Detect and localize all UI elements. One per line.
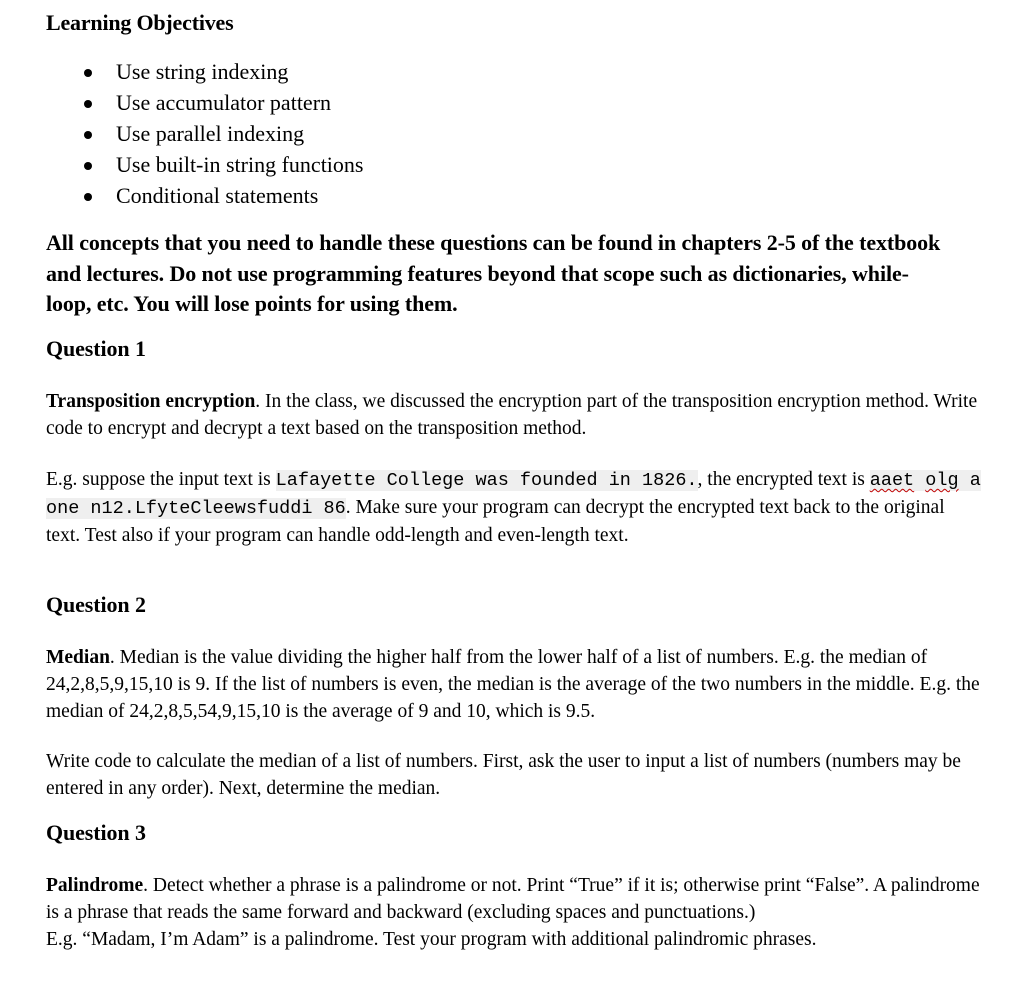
- question-2-term: Median: [46, 647, 110, 668]
- question-2-task: Write code to calculate the median of a list of numbers. First, ask the user to input a list of numbers (numbers may be entered in any order). Next, determine the median.: [46, 751, 961, 799]
- list-item: Conditional statements: [46, 182, 363, 213]
- list-item: Use string indexing: [46, 58, 363, 89]
- scope-notice: All concepts that you need to handle these questions can be found in chapters 2-5 of the textbook and lectures. Do not use programming features beyond that scope such as dictionaries, while-loop, etc. You will lose points for using them.: [46, 230, 941, 316]
- question-3-term: Palindrome: [46, 875, 144, 896]
- learning-objectives-heading: Learning Objectives: [46, 10, 234, 35]
- question-1-description: Transposition encryption. In the class, we discussed the encryption part of the transposition encryption method. Write code to encrypt and decrypt a text based on the transposition method.: [46, 391, 978, 439]
- example-input-text: Lafayette College was founded in 1826.: [275, 470, 698, 491]
- question-1-example: E.g. suppose the input text is Lafayette College was founded in 1826., the encrypted text is aaet olg a one n12.LfyteCleewsfuddi 86. Make sure your program can decrypt the encrypted text back to the original text. Test also if your program can handle odd-length and even-length text.: [46, 469, 981, 546]
- bullet-icon: [84, 162, 92, 170]
- question-1-term: Transposition encryption: [46, 391, 256, 412]
- bullet-icon: [84, 131, 92, 139]
- bullet-icon: [84, 193, 92, 201]
- question-2-description: Median. Median is the value dividing the higher half from the lower half of a list of numbers. E.g. the median of 24,2,8,5,9,15,10 is 9. If the list of numbers is even, the median is the average of the two numbers in the middle. E.g. the median of 24,2,8,5,54,9,15,10 is the average of 9 and 10, which is 9.5.: [46, 647, 980, 722]
- bullet-icon: [84, 69, 92, 77]
- question-1-heading: Question 1: [46, 336, 146, 361]
- question-2-heading: Question 2: [46, 592, 146, 617]
- list-item: Use parallel indexing: [46, 120, 363, 151]
- bullet-icon: [84, 100, 92, 108]
- objectives-list: [46, 58, 363, 213]
- example-encrypted-text: aaet olg a one n12.LfyteCleewsfuddi 86: [46, 470, 981, 519]
- list-item: Use built-in string functions: [46, 151, 363, 182]
- list-item: Use accumulator pattern: [46, 89, 363, 120]
- question-3-description: Palindrome. Detect whether a phrase is a palindrome or not. Print “True” if it is; otherwise print “False”. A palindrome is a phrase that reads the same forward and backward (excluding spaces and punctuations.) E.g. “Madam, I’m Adam” is a palindrome. Test your program with additional palindromic phrases.: [46, 875, 980, 950]
- question-3-heading: Question 3: [46, 820, 146, 845]
